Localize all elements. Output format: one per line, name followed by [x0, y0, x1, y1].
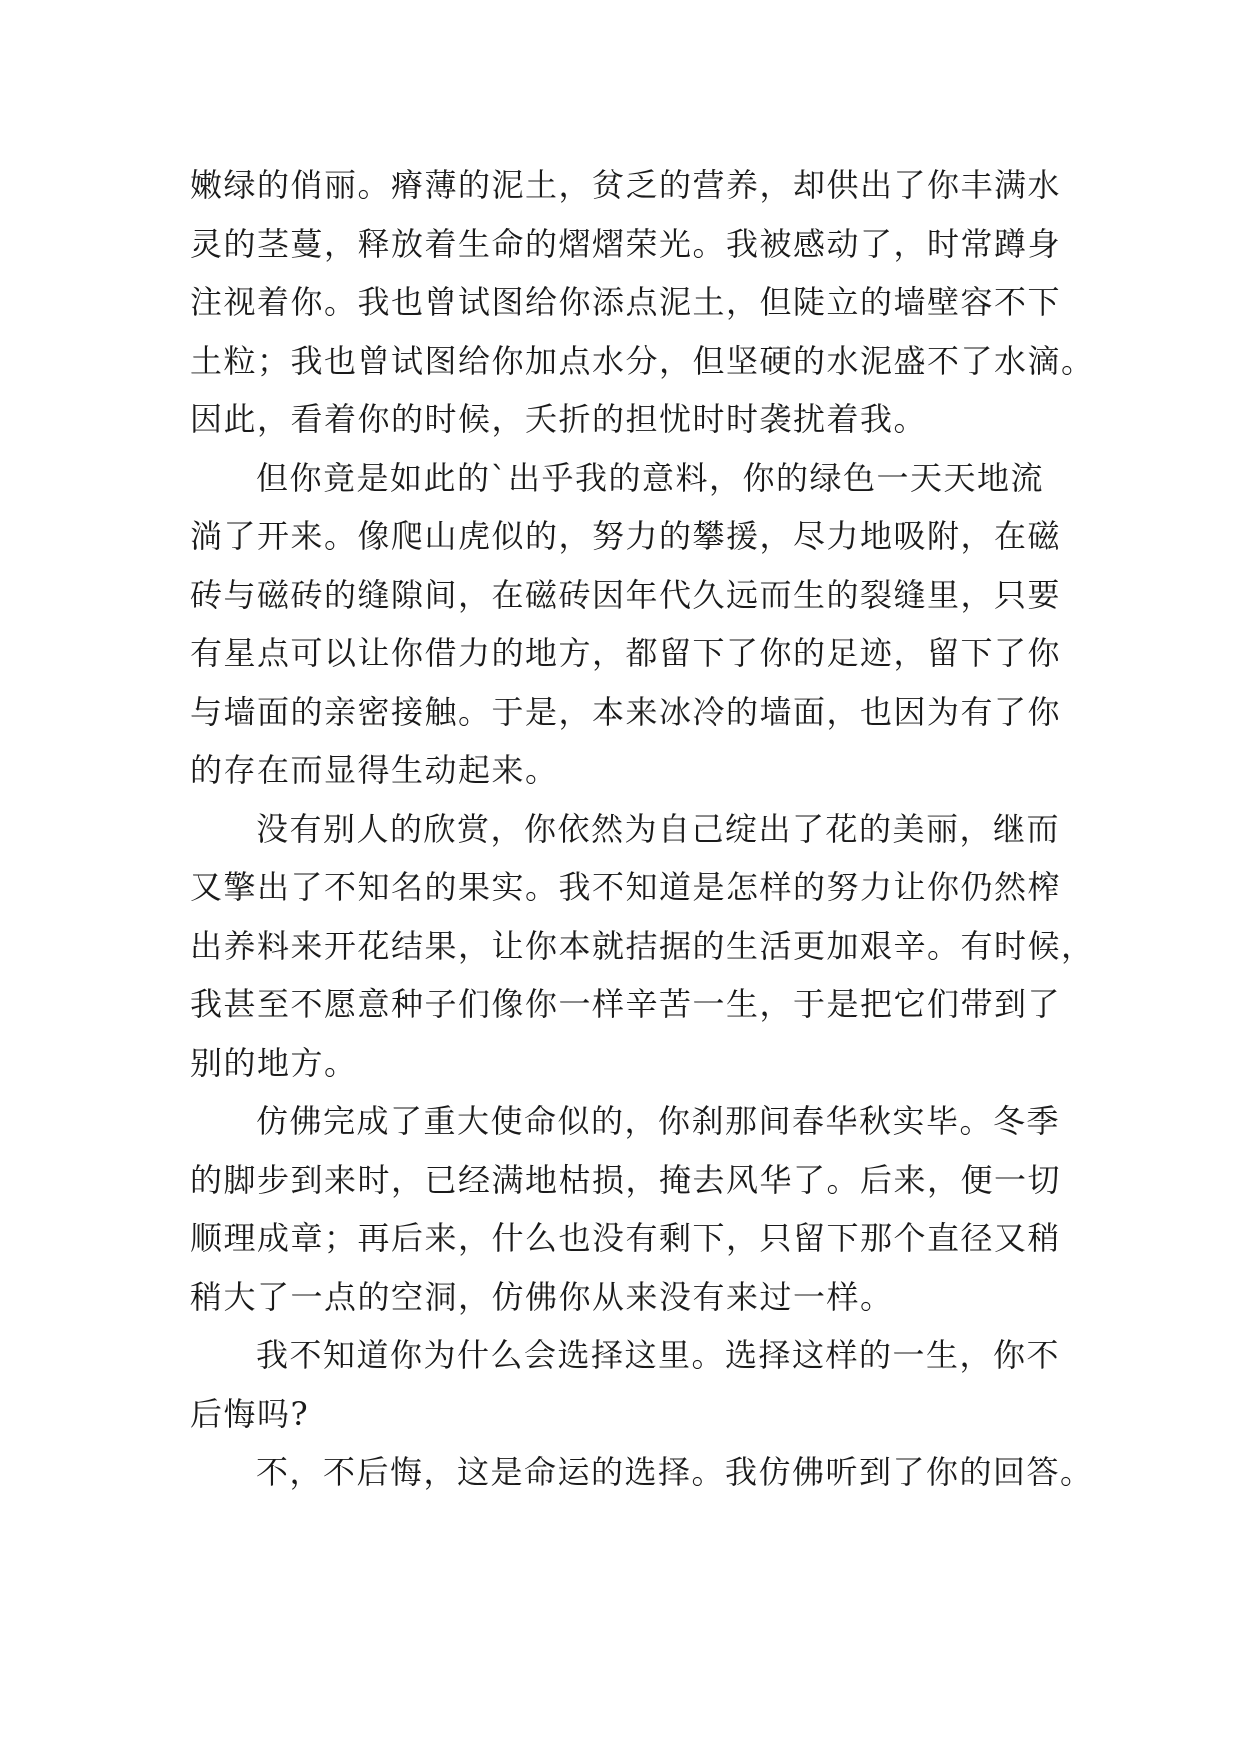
document-body — [190, 156, 1095, 1502]
text-line: 灵的茎蔓，释放着生命的熠熠荣光。我被感动了，时常蹲身 — [190, 224, 1062, 263]
text-line: 有星点可以让你借力的地方，都留下了你的足迹，留下了你 — [190, 634, 1062, 672]
text-line: 别的地方。 — [190, 1043, 358, 1082]
text-line: 因此，看着你的时候，夭折的担忧时时袭扰着我。 — [190, 400, 928, 438]
paragraph-start-line: 不，不后悔，这是命运的选择。我仿佛听到了你的回答。 — [256, 1453, 1094, 1491]
paragraph-start-line: 我不知道你为什么会选择这里。选择这样的一生，你不 — [256, 1336, 1061, 1374]
paragraph-start-line: 但你竟是如此的`出乎我的意料，你的绿色一天天地流 — [256, 458, 1045, 497]
text-line: 嫩绿的俏丽。瘠薄的泥土，贫乏的营养，却供出了你丰满水 — [190, 166, 1062, 204]
paragraph-start-line: 仿佛完成了重大使命似的，你刹那间春华秋实毕。冬季 — [256, 1102, 1061, 1140]
paragraph-start-line: 没有别人的欣赏，你依然为自己绽出了花的美丽，继而 — [256, 809, 1061, 848]
text-line: 出养料来开花结果，让你本就拮据的生活更加艰辛。有时候， — [190, 926, 1095, 965]
text-line: 我甚至不愿意种子们像你一样辛苦一生，于是把它们带到了 — [190, 985, 1062, 1023]
text-line: 又擎出了不知名的果实。我不知道是怎样的努力让你仍然榨 — [190, 868, 1062, 906]
text-line: 稍大了一点的空洞，仿佛你从来没有来过一样。 — [190, 1277, 894, 1316]
text-line: 注视着你。我也曾试图给你添点泥土，但陡立的墙壁容不下 — [190, 283, 1062, 321]
text-line: 的脚步到来时，已经满地枯损，掩去风华了。后来，便一切 — [190, 1160, 1062, 1199]
text-line: 的存在而显得生动起来。 — [190, 751, 559, 789]
text-line: 砖与磁砖的缝隙间，在磁砖因年代久远而生的裂缝里，只要 — [190, 575, 1062, 614]
text-line: 与墙面的亲密接触。于是，本来冰冷的墙面，也因为有了你 — [190, 692, 1062, 731]
text-line: 淌了开来。像爬山虎似的，努力的攀援，尽力地吸附，在磁 — [190, 517, 1062, 555]
text-line: 土粒；我也曾试图给你加点水分，但坚硬的水泥盛不了水滴。 — [190, 341, 1095, 380]
text-line: 顺理成章；再后来，什么也没有剩下，只留下那个直径又稍 — [190, 1219, 1062, 1257]
text-line: 后悔吗? — [190, 1394, 310, 1433]
